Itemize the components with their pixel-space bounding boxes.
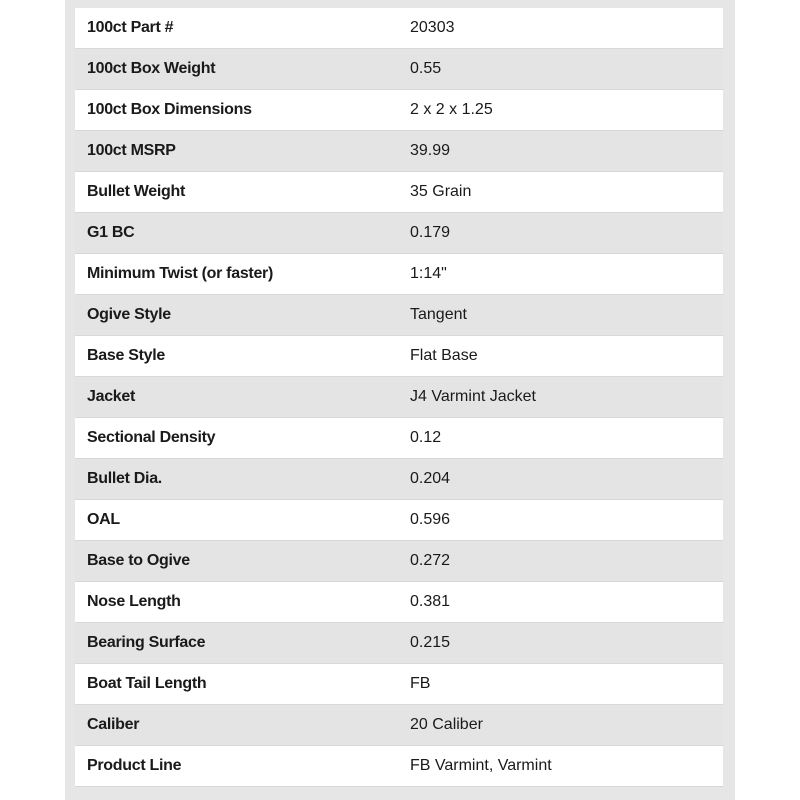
spec-value: 0.215 <box>398 623 723 664</box>
spec-label: Bullet Dia. <box>75 459 398 500</box>
spec-label: Ogive Style <box>75 295 398 336</box>
spec-label: Jacket <box>75 377 398 418</box>
spec-value: J4 Varmint Jacket <box>398 377 723 418</box>
table-row <box>75 705 723 746</box>
table-row <box>75 664 723 705</box>
spec-value: Flat Base <box>398 336 723 377</box>
spec-value: FB Varmint, Varmint <box>398 746 723 787</box>
table-row <box>75 131 723 172</box>
spec-label: Boat Tail Length <box>75 664 398 705</box>
table-row <box>75 541 723 582</box>
spec-value: 0.381 <box>398 582 723 623</box>
table-row <box>75 336 723 377</box>
spec-label: 100ct MSRP <box>75 131 398 172</box>
table-row <box>75 459 723 500</box>
table-row <box>75 254 723 295</box>
spec-label: Sectional Density <box>75 418 398 459</box>
table-row <box>75 623 723 664</box>
table-row <box>75 8 723 49</box>
table-row <box>75 746 723 787</box>
spec-value: 35 Grain <box>398 172 723 213</box>
spec-table <box>75 8 723 787</box>
spec-label: Base Style <box>75 336 398 377</box>
table-row <box>75 213 723 254</box>
table-row <box>75 295 723 336</box>
spec-value: 20 Caliber <box>398 705 723 746</box>
spec-value: FB <box>398 664 723 705</box>
spec-label: Nose Length <box>75 582 398 623</box>
table-row <box>75 418 723 459</box>
spec-value: 0.596 <box>398 500 723 541</box>
spec-value: 0.204 <box>398 459 723 500</box>
spec-value: 0.272 <box>398 541 723 582</box>
spec-value: 0.12 <box>398 418 723 459</box>
spec-label: Bullet Weight <box>75 172 398 213</box>
table-row <box>75 582 723 623</box>
spec-value: Tangent <box>398 295 723 336</box>
spec-value: 39.99 <box>398 131 723 172</box>
spec-label: 100ct Box Weight <box>75 49 398 90</box>
spec-value: 1:14" <box>398 254 723 295</box>
spec-label: Bearing Surface <box>75 623 398 664</box>
spec-value: 0.179 <box>398 213 723 254</box>
spec-value: 2 x 2 x 1.25 <box>398 90 723 131</box>
spec-label: Base to Ogive <box>75 541 398 582</box>
spec-label: Caliber <box>75 705 398 746</box>
table-row <box>75 377 723 418</box>
spec-table-body <box>75 8 723 787</box>
table-row <box>75 500 723 541</box>
spec-label: 100ct Part # <box>75 8 398 49</box>
spec-label: Product Line <box>75 746 398 787</box>
spec-label: OAL <box>75 500 398 541</box>
spec-value: 20303 <box>398 8 723 49</box>
table-row <box>75 49 723 90</box>
table-row <box>75 172 723 213</box>
spec-value: 0.55 <box>398 49 723 90</box>
table-row <box>75 90 723 131</box>
spec-label: G1 BC <box>75 213 398 254</box>
spec-label: Minimum Twist (or faster) <box>75 254 398 295</box>
spec-label: 100ct Box Dimensions <box>75 90 398 131</box>
